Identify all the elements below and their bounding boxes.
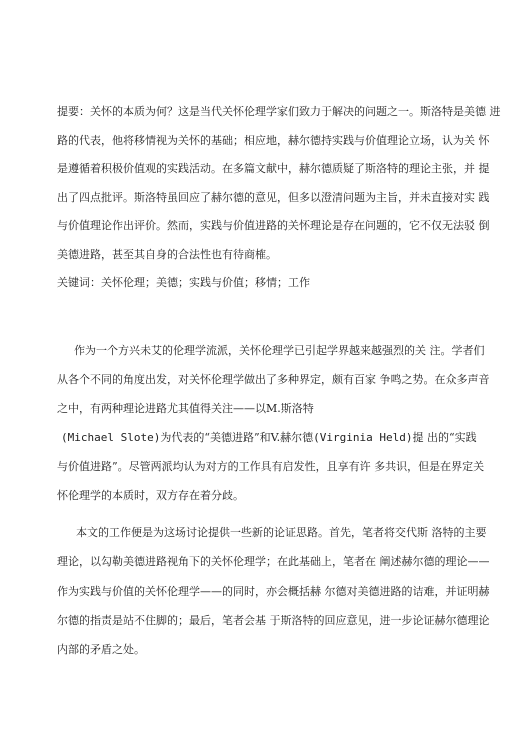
english-name: (Michael Slote): [61, 431, 161, 444]
english-name: (Virginia Held): [313, 431, 413, 444]
abstract-line: 与价值理论作出评价。然而，实践与价值进路的关怀理论是存在问题的，它不仅无法驳 倒: [57, 219, 490, 232]
paragraph-line: 从各个不同的角度出发，对关怀伦理学做出了多种界定，颇有百家 争鸣之势。在众多声音: [57, 373, 490, 386]
paragraph-line: 怀伦理学的本质时，双方存在着分歧。: [57, 489, 244, 502]
abstract-line: 美德进路，甚至其自身的合法性也有待商榷。: [57, 248, 277, 261]
abstract-line: 路的代表，他将移情视为关怀的基础；相应地，赫尔德持实践与价值理论立场，认为关 怀: [57, 134, 490, 147]
paragraph-line: 本文的工作便是为这场讨论提供一些新的论证思路。首先，笔者将交代斯 洛特的主要: [76, 526, 487, 539]
paragraph-line: 作为一个方兴未艾的伦理学流派，关怀伦理学已引起学界越来越强烈的关 注。学者们: [74, 344, 485, 357]
keywords: 关键词：关怀伦理；美德；实践与价值；移情；工作: [57, 276, 310, 289]
paragraph-line: 之中，有两种理论进路尤其值得关注——以M.斯洛特: [57, 402, 314, 415]
paragraph-line: 尔德的指责是站不住脚的；最后，笔者会基 于斯洛特的回应意见，进一步论证赫尔德理论: [57, 614, 490, 627]
paragraph-line: [61, 431, 477, 445]
paragraph-line: 理论，以勾勒美德进路视角下的关怀伦理学；在此基础上，笔者在 阐述赫尔德的理论——: [57, 555, 490, 568]
abstract-line: 是遵循着积极价值观的实践活动。在多篇文献中，赫尔德质疑了斯洛特的理论主张，并 提: [57, 162, 490, 175]
abstract-line: 提要：关怀的本质为何？这是当代关怀伦理学家们致力于解决的问题之一。斯洛特是美德 进: [57, 105, 501, 118]
abstract-line: 出了四点批评。斯洛特虽回应了赫尔德的意见，但多以澄清问题为主旨，并未直接对实 践: [57, 191, 490, 204]
paragraph-line: 作为实践与价值的关怀伦理学——的同时，亦会概括赫 尔德对美德进路的诘难，并证明赫: [57, 585, 490, 598]
text-span: 为代表的“美德进路”和V.赫尔德: [160, 431, 314, 444]
paragraph-line: 与价值进路”。尽管两派均认为对方的工作具有启发性，且享有许 多共识，但是在界定关: [57, 460, 485, 473]
text-span: 提 出的“实践: [412, 431, 477, 444]
paragraph-line: 内部的矛盾之处。: [57, 643, 145, 656]
